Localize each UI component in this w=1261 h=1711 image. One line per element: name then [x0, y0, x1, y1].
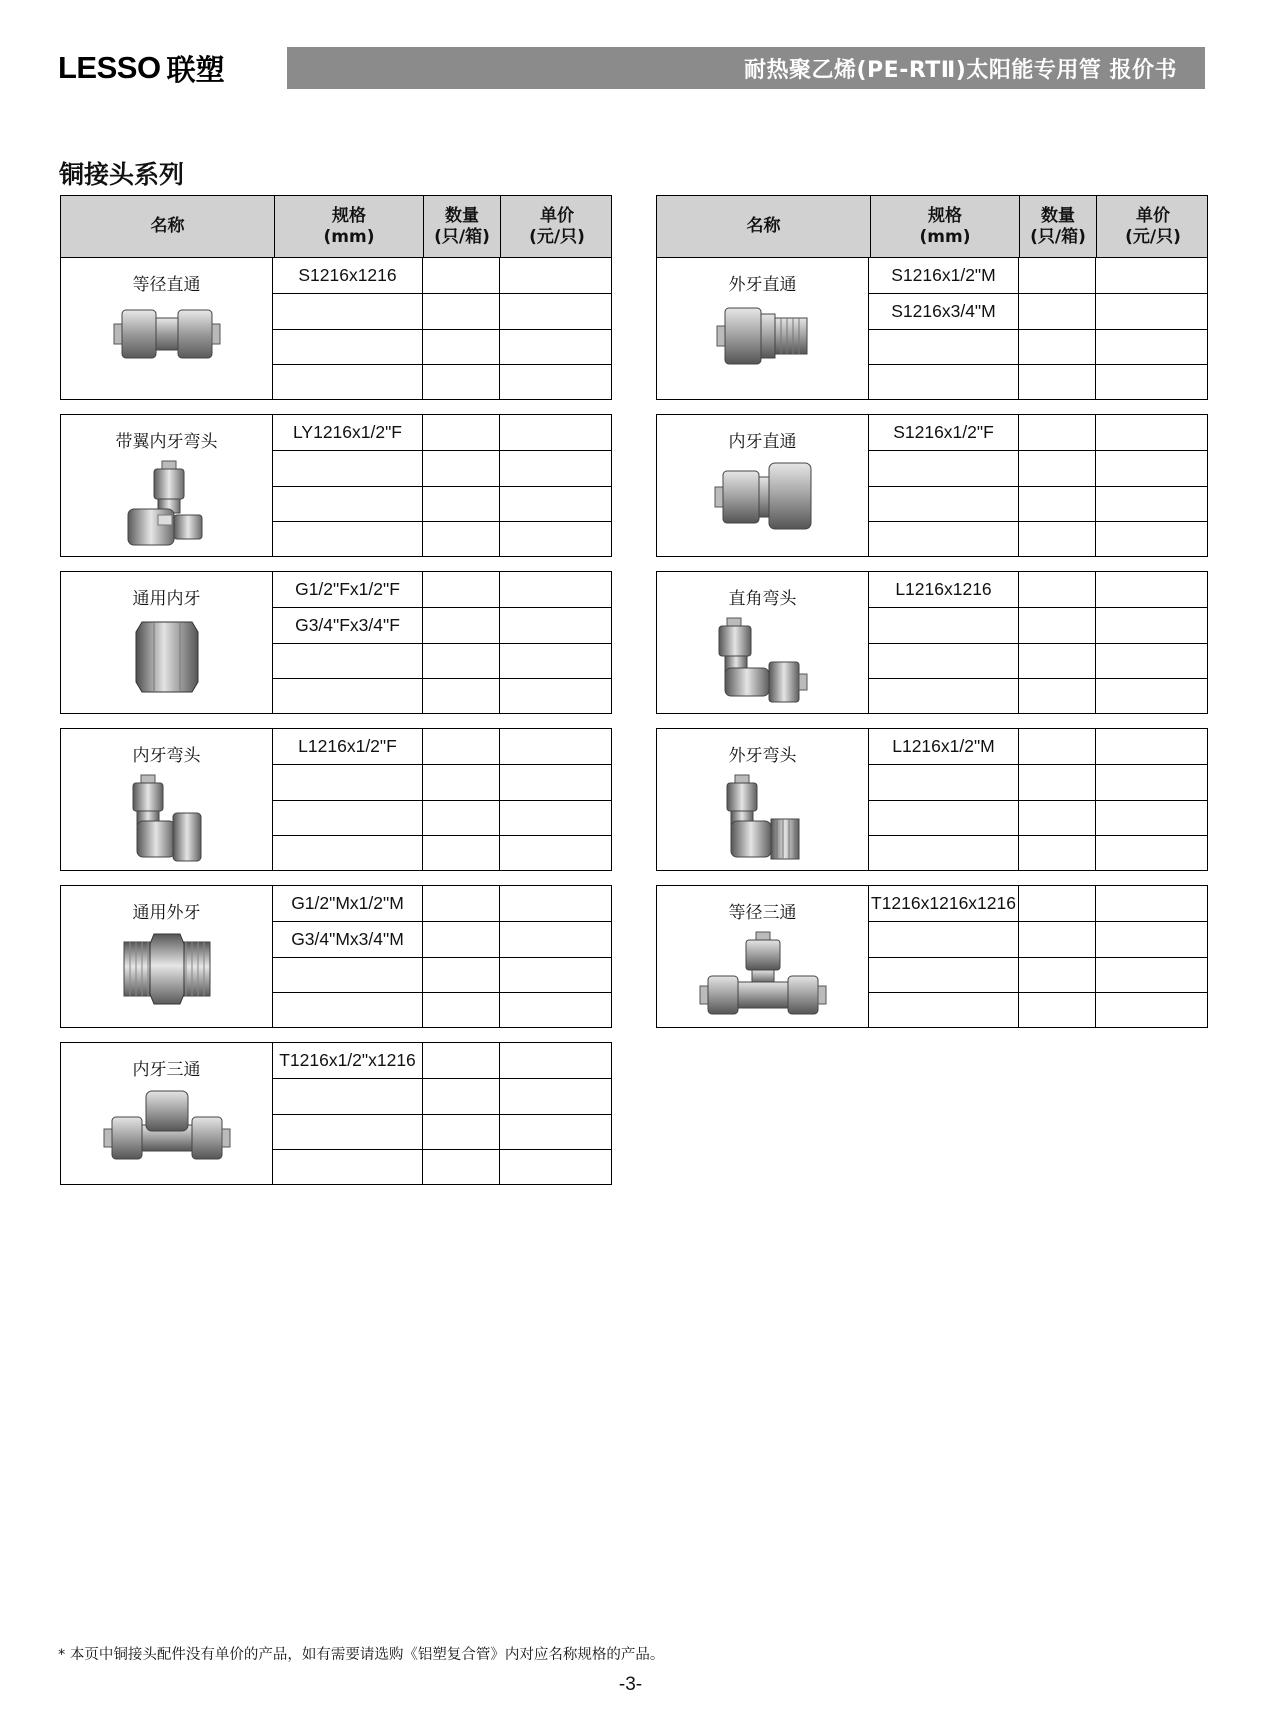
product-spec-rows — [869, 885, 1208, 1028]
price-cell — [499, 258, 612, 293]
price-cell — [499, 644, 612, 678]
right-price-table — [656, 195, 1208, 1042]
product-name: 内牙弯头 — [132, 746, 201, 766]
qty-cell — [422, 258, 499, 293]
product-block — [656, 257, 1208, 400]
spec-cell: L1216x1/2"M — [892, 736, 995, 757]
table-row — [273, 258, 612, 293]
spec-cell: T1216x1/2"x1216 — [279, 1050, 416, 1071]
header-price: 单价 (元/只) — [500, 196, 613, 257]
spec-cell: L1216x1216 — [895, 579, 992, 600]
product-name-cell — [656, 257, 869, 400]
table-row — [273, 607, 612, 642]
qty-cell — [1018, 365, 1095, 399]
female-tee-icon — [102, 1087, 232, 1171]
document-title: 耐热聚乙烯(PE-RTⅡ)太阳能专用管 报价书 — [743, 57, 1177, 83]
qty-cell — [422, 644, 499, 678]
spec-cell — [869, 608, 1018, 642]
table-row — [273, 835, 612, 870]
spec-cell: G3/4"Mx3/4"M — [291, 928, 404, 949]
product-name-cell — [60, 1042, 273, 1185]
qty-cell — [422, 608, 499, 642]
qty-cell — [422, 451, 499, 485]
table-row — [869, 957, 1208, 992]
table-row — [273, 1043, 612, 1078]
product-name-cell — [60, 414, 273, 557]
header-spec: 规格 (mm) — [274, 196, 423, 257]
qty-cell — [422, 958, 499, 992]
price-cell — [499, 958, 612, 992]
product-block — [656, 728, 1208, 871]
qty-cell — [422, 801, 499, 835]
qty-cell — [422, 487, 499, 521]
table-row — [273, 329, 612, 364]
table-row — [869, 643, 1208, 678]
price-cell — [1095, 522, 1208, 556]
product-name-cell — [656, 571, 869, 714]
table-row — [869, 678, 1208, 713]
product-spec-rows — [273, 571, 612, 714]
spec-cell: T1216x1216x1216 — [871, 893, 1016, 914]
flanged-female-elbow-icon — [122, 459, 212, 555]
product-block — [60, 571, 612, 714]
product-name: 通用外牙 — [132, 903, 201, 923]
price-cell — [499, 1150, 612, 1184]
price-cell — [1095, 644, 1208, 678]
product-name: 外牙弯头 — [728, 746, 797, 766]
header-spec: 规格 (mm) — [870, 196, 1019, 257]
price-cell — [1095, 836, 1208, 870]
spec-cell: S1216x1/2"M — [891, 265, 996, 286]
table-row — [869, 886, 1208, 921]
table-row — [273, 486, 612, 521]
product-name: 内牙直通 — [728, 432, 797, 452]
spec-cell — [869, 801, 1018, 835]
price-cell — [1095, 365, 1208, 399]
price-cell — [499, 836, 612, 870]
page-number: -3- — [618, 1674, 643, 1695]
product-block — [656, 571, 1208, 714]
spec-cell — [869, 679, 1018, 713]
table-row — [869, 764, 1208, 799]
spec-cell — [273, 487, 422, 521]
brand-logo — [58, 50, 225, 86]
product-spec-rows — [869, 571, 1208, 714]
price-cell — [1095, 679, 1208, 713]
qty-cell — [1018, 993, 1095, 1027]
price-cell — [499, 886, 612, 921]
price-cell — [499, 993, 612, 1027]
table-row — [869, 258, 1208, 293]
qty-cell — [1018, 415, 1095, 450]
table-row — [273, 293, 612, 328]
table-row — [273, 643, 612, 678]
spec-cell — [869, 958, 1018, 992]
price-cell — [499, 1115, 612, 1149]
table-row — [869, 992, 1208, 1027]
table-row — [273, 678, 612, 713]
spec-cell — [273, 522, 422, 556]
price-cell — [1095, 330, 1208, 364]
qty-cell — [422, 330, 499, 364]
product-spec-rows — [869, 414, 1208, 557]
spec-cell — [273, 644, 422, 678]
table-header — [60, 195, 612, 257]
price-cell — [499, 729, 612, 764]
product-spec-rows — [273, 728, 612, 871]
qty-cell — [1018, 522, 1095, 556]
product-block — [60, 414, 612, 557]
qty-cell — [1018, 487, 1095, 521]
product-name: 直角弯头 — [728, 589, 797, 609]
section-title: 铜接头系列 — [59, 160, 185, 189]
qty-cell — [422, 993, 499, 1027]
product-name-cell — [656, 414, 869, 557]
table-row — [869, 921, 1208, 956]
table-row — [273, 957, 612, 992]
price-cell — [499, 801, 612, 835]
qty-cell — [1018, 922, 1095, 956]
qty-cell — [422, 1043, 499, 1078]
male-elbow-icon — [723, 773, 803, 869]
price-cell — [1095, 487, 1208, 521]
spec-cell: G1/2"Fx1/2"F — [295, 579, 400, 600]
table-row — [869, 293, 1208, 328]
table-row — [869, 572, 1208, 607]
spec-cell — [869, 765, 1018, 799]
product-name: 通用内牙 — [132, 589, 201, 609]
price-cell — [499, 765, 612, 799]
spec-cell: L1216x1/2"F — [298, 736, 397, 757]
logo-chinese: 联塑 — [166, 52, 225, 87]
table-header — [656, 195, 1208, 257]
table-row — [273, 572, 612, 607]
qty-cell — [1018, 801, 1095, 835]
spec-cell — [869, 644, 1018, 678]
qty-cell — [422, 1150, 499, 1184]
header-qty: 数量 (只/箱) — [1019, 196, 1096, 257]
spec-cell — [273, 836, 422, 870]
qty-cell — [1018, 608, 1095, 642]
spec-cell — [273, 1115, 422, 1149]
price-cell — [499, 522, 612, 556]
qty-cell — [1018, 258, 1095, 293]
price-cell — [1095, 451, 1208, 485]
price-cell — [1095, 886, 1208, 921]
product-block — [60, 885, 612, 1028]
table-row — [273, 364, 612, 399]
spec-cell — [273, 958, 422, 992]
price-cell — [1095, 801, 1208, 835]
product-name-cell — [656, 885, 869, 1028]
price-cell — [499, 365, 612, 399]
spec-cell — [869, 836, 1018, 870]
product-block — [656, 885, 1208, 1028]
spec-cell — [869, 365, 1018, 399]
qty-cell — [422, 679, 499, 713]
price-cell — [1095, 258, 1208, 293]
product-name: 等径直通 — [132, 275, 201, 295]
product-spec-rows — [273, 1042, 612, 1185]
spec-cell — [273, 679, 422, 713]
product-block — [60, 257, 612, 400]
spec-cell: G1/2"Mx1/2"M — [291, 893, 404, 914]
table-row — [869, 486, 1208, 521]
elbow-fitting-icon — [715, 616, 811, 712]
table-row — [869, 835, 1208, 870]
product-name-cell — [656, 728, 869, 871]
qty-cell — [422, 415, 499, 450]
product-name-cell — [60, 257, 273, 400]
header-qty: 数量 (只/箱) — [423, 196, 500, 257]
table-row — [273, 450, 612, 485]
price-cell — [499, 572, 612, 607]
equal-tee-icon — [698, 930, 828, 1024]
product-spec-rows — [273, 414, 612, 557]
spec-cell — [273, 330, 422, 364]
qty-cell — [1018, 729, 1095, 764]
spec-cell: S1216x1216 — [298, 265, 397, 286]
spec-cell — [869, 522, 1018, 556]
qty-cell — [422, 1079, 499, 1113]
qty-cell — [422, 294, 499, 328]
spec-cell — [273, 765, 422, 799]
table-row — [273, 800, 612, 835]
qty-cell — [422, 729, 499, 764]
spec-cell — [869, 330, 1018, 364]
price-cell — [1095, 958, 1208, 992]
price-cell — [1095, 572, 1208, 607]
price-cell — [499, 330, 612, 364]
spec-cell — [869, 922, 1018, 956]
spec-cell — [869, 451, 1018, 485]
table-row — [273, 1078, 612, 1113]
qty-cell — [422, 1115, 499, 1149]
footnote: * 本页中铜接头配件没有单价的产品，如有需要请选购《铝塑复合管》内对应名称规格的产品。 — [58, 1647, 665, 1663]
qty-cell — [422, 365, 499, 399]
header-price: 单价 (元/只) — [1096, 196, 1209, 257]
product-name: 内牙三通 — [132, 1060, 201, 1080]
price-cell — [499, 487, 612, 521]
price-cell — [1095, 765, 1208, 799]
spec-cell — [273, 365, 422, 399]
product-name: 带翼内牙弯头 — [115, 432, 218, 452]
left-price-table — [60, 195, 612, 1199]
price-cell — [499, 294, 612, 328]
spec-cell — [273, 451, 422, 485]
price-cell — [1095, 294, 1208, 328]
table-row — [869, 521, 1208, 556]
logo-english: LESSO — [58, 50, 161, 85]
title-bar — [287, 47, 1205, 89]
product-spec-rows — [273, 885, 612, 1028]
qty-cell — [422, 522, 499, 556]
price-cell — [1095, 993, 1208, 1027]
price-cell — [1095, 922, 1208, 956]
table-row — [869, 450, 1208, 485]
spec-cell — [273, 294, 422, 328]
price-cell — [499, 608, 612, 642]
qty-cell — [1018, 958, 1095, 992]
table-row — [869, 729, 1208, 764]
price-cell — [499, 451, 612, 485]
table-row — [273, 521, 612, 556]
qty-cell — [1018, 572, 1095, 607]
spec-cell — [273, 1150, 422, 1184]
qty-cell — [422, 836, 499, 870]
qty-cell — [1018, 886, 1095, 921]
product-name-cell — [60, 885, 273, 1028]
female-hex-nut-icon — [132, 616, 202, 702]
table-row — [273, 729, 612, 764]
product-block — [656, 414, 1208, 557]
qty-cell — [1018, 330, 1095, 364]
table-row — [869, 329, 1208, 364]
female-elbow-icon — [129, 773, 205, 869]
spec-cell — [869, 487, 1018, 521]
price-cell — [499, 415, 612, 450]
table-row — [273, 921, 612, 956]
price-cell — [499, 1079, 612, 1113]
spec-cell: G3/4"Fx3/4"F — [295, 614, 400, 635]
product-name-cell — [60, 571, 273, 714]
spec-cell: LY1216x1/2"F — [292, 422, 403, 443]
spec-cell — [273, 801, 422, 835]
table-row — [869, 364, 1208, 399]
header-name: 名称 — [746, 216, 781, 236]
spec-cell: S1216x3/4"M — [891, 300, 996, 321]
price-cell — [1095, 415, 1208, 450]
qty-cell — [422, 572, 499, 607]
spec-cell — [273, 993, 422, 1027]
product-block — [60, 1042, 612, 1185]
table-row — [273, 1149, 612, 1184]
straight-union-fitting-icon — [112, 302, 222, 370]
qty-cell — [1018, 836, 1095, 870]
spec-cell — [273, 1079, 422, 1113]
qty-cell — [422, 886, 499, 921]
spec-cell: S1216x1/2"F — [893, 422, 994, 443]
qty-cell — [1018, 765, 1095, 799]
table-row — [273, 886, 612, 921]
price-cell — [1095, 729, 1208, 764]
qty-cell — [1018, 294, 1095, 328]
product-name: 外牙直通 — [728, 275, 797, 295]
price-cell — [1095, 608, 1208, 642]
price-cell — [499, 679, 612, 713]
table-row — [869, 607, 1208, 642]
male-hex-nipple-icon — [122, 930, 212, 1012]
qty-cell — [1018, 679, 1095, 713]
product-spec-rows — [273, 257, 612, 400]
table-row — [273, 992, 612, 1027]
spec-cell — [869, 993, 1018, 1027]
product-name-cell — [60, 728, 273, 871]
table-row — [273, 415, 612, 450]
price-cell — [499, 1043, 612, 1078]
table-row — [869, 415, 1208, 450]
product-name: 等径三通 — [728, 903, 797, 923]
header-name: 名称 — [150, 216, 185, 236]
qty-cell — [1018, 451, 1095, 485]
table-row — [273, 1114, 612, 1149]
qty-cell — [422, 922, 499, 956]
male-straight-fitting-icon — [715, 302, 811, 376]
table-row — [869, 800, 1208, 835]
price-cell — [499, 922, 612, 956]
qty-cell — [1018, 644, 1095, 678]
product-spec-rows — [869, 728, 1208, 871]
product-spec-rows — [869, 257, 1208, 400]
table-row — [273, 764, 612, 799]
female-straight-fitting-icon — [713, 459, 813, 537]
qty-cell — [422, 765, 499, 799]
product-block — [60, 728, 612, 871]
